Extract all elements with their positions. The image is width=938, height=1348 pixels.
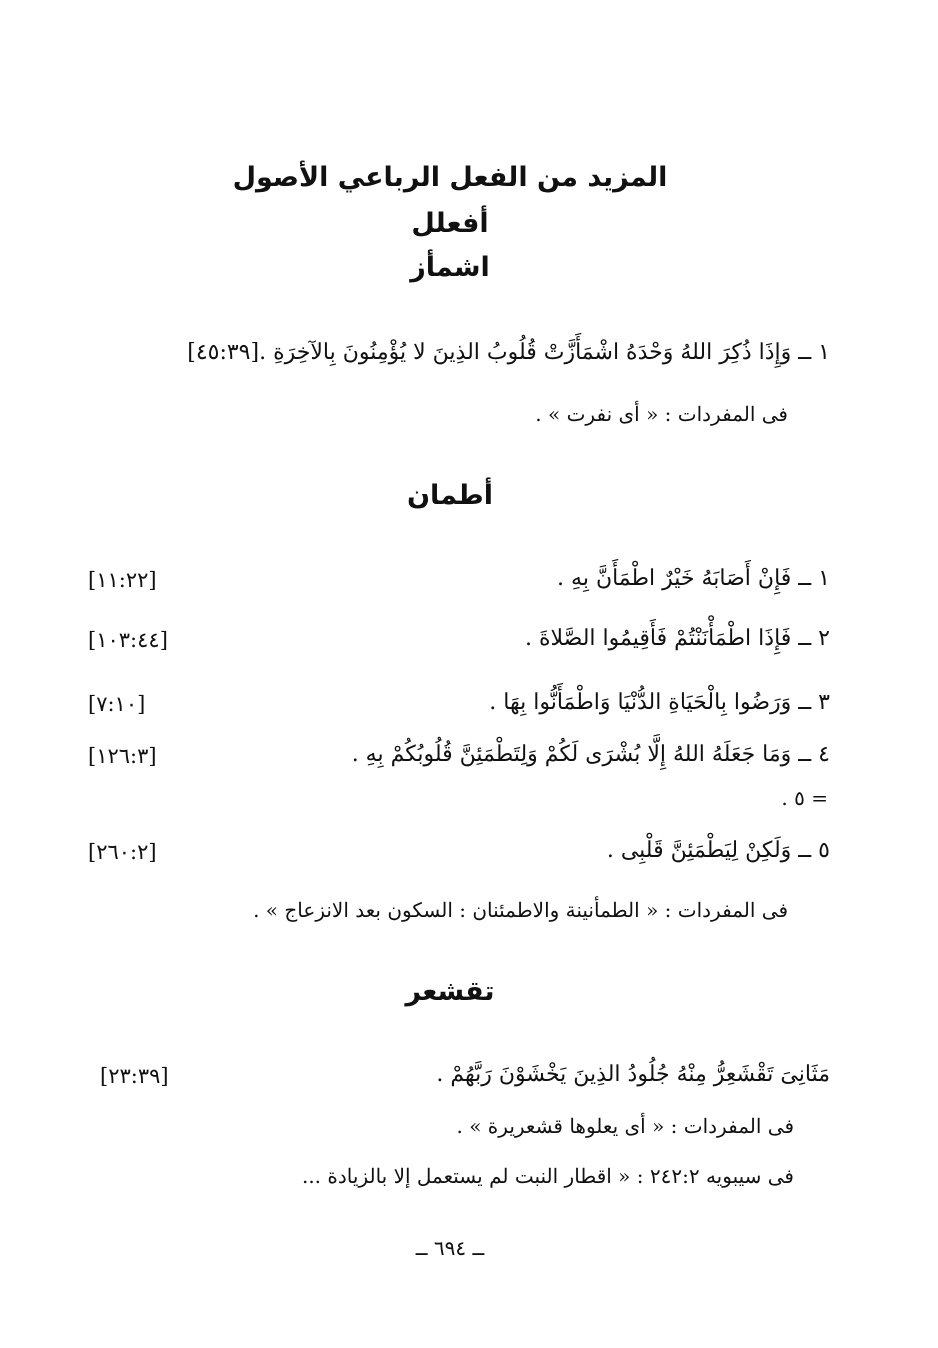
page-number: ــ ٦٩٤ ــ	[415, 1236, 485, 1260]
verse-reference: [١٢٦:٣]	[88, 744, 157, 768]
cross-reference: = ٥ .	[781, 786, 828, 810]
verse-text: ٢ ــ فَإِذَا اطْمَأْنَنْتُمْ فَأَقِيمُوا الصَّلاةَ .	[524, 626, 830, 651]
verse-reference: [٢٣:٣٩]	[100, 1064, 169, 1088]
verse-text: ٥ ــ وَلَكِنْ لِيَطْمَئِنَّ قَلْبِى .	[606, 838, 830, 863]
verse-text: ٣ ــ وَرَضُوا بِالْحَيَاةِ الدُّنْيَا وَاطْمَأَنُّوا بِهَا .	[489, 690, 830, 715]
verse-reference: [١٠٣:٤٤]	[88, 628, 168, 652]
form-heading: أفعلل	[411, 208, 489, 239]
verse-row	[60, 838, 830, 878]
verse-row	[60, 690, 830, 730]
root-heading-taqshaar: تقشعر	[405, 976, 495, 1007]
verse-ishmaazz: ١ ــ وَإِذَا ذُكِرَ اللهُ وَحْدَهُ اشْمَأَزَّتْ قُلُوبُ الذِينَ لا يُؤْمِنُونَ بِالآخِرَةِ .[٤٥:٣٩]	[187, 340, 830, 365]
chapter-title: المزيد من الفعل الرباعي الأصول	[232, 162, 668, 193]
note-mufradat-3: فى المفردات : « أى يعلوها قشعريرة » .	[456, 1114, 794, 1138]
verse-row	[60, 742, 830, 782]
verse-reference: [٢٦٠:٢]	[88, 840, 157, 864]
verse-text: ٤ ــ وَمَا جَعَلَهُ اللهُ إِلَّا بُشْرَى لَكُمْ وَلِتَطْمَئِنَّ قُلُوبُكُمْ بِهِ .	[351, 742, 830, 767]
verse-reference: [٧:١٠]	[88, 692, 146, 716]
root-heading-ishmaazz: اشمأز	[410, 252, 490, 283]
verse-row	[60, 1062, 830, 1102]
note-sibawayh: فى سيبويه ٢٤٢:٢ : « اقطار النبت لم يستعمل إلا بالزيادة ...	[301, 1164, 794, 1188]
verse-reference: [١١:٢٢]	[88, 568, 157, 592]
verse-text: مَثَانِىَ تَقْشَعِرُّ مِنْهُ جُلُودُ الذِينَ يَخْشَوْنَ رَبَّهُمْ .	[436, 1062, 830, 1087]
note-mufradat-2: فى المفردات : « الطمأنينة والاطمئنان : السكون بعد الانزعاج » .	[253, 898, 788, 922]
verse-row	[60, 566, 830, 606]
verse-row	[60, 626, 830, 666]
verse-text: ١ ــ فَإِنْ أَصَابَهُ خَيْرٌ اطْمَأَنَّ بِهِ .	[557, 566, 830, 591]
note-mufradat-1: فى المفردات : « أى نفرت » .	[535, 402, 788, 426]
root-heading-atman: أطمان	[407, 480, 493, 511]
